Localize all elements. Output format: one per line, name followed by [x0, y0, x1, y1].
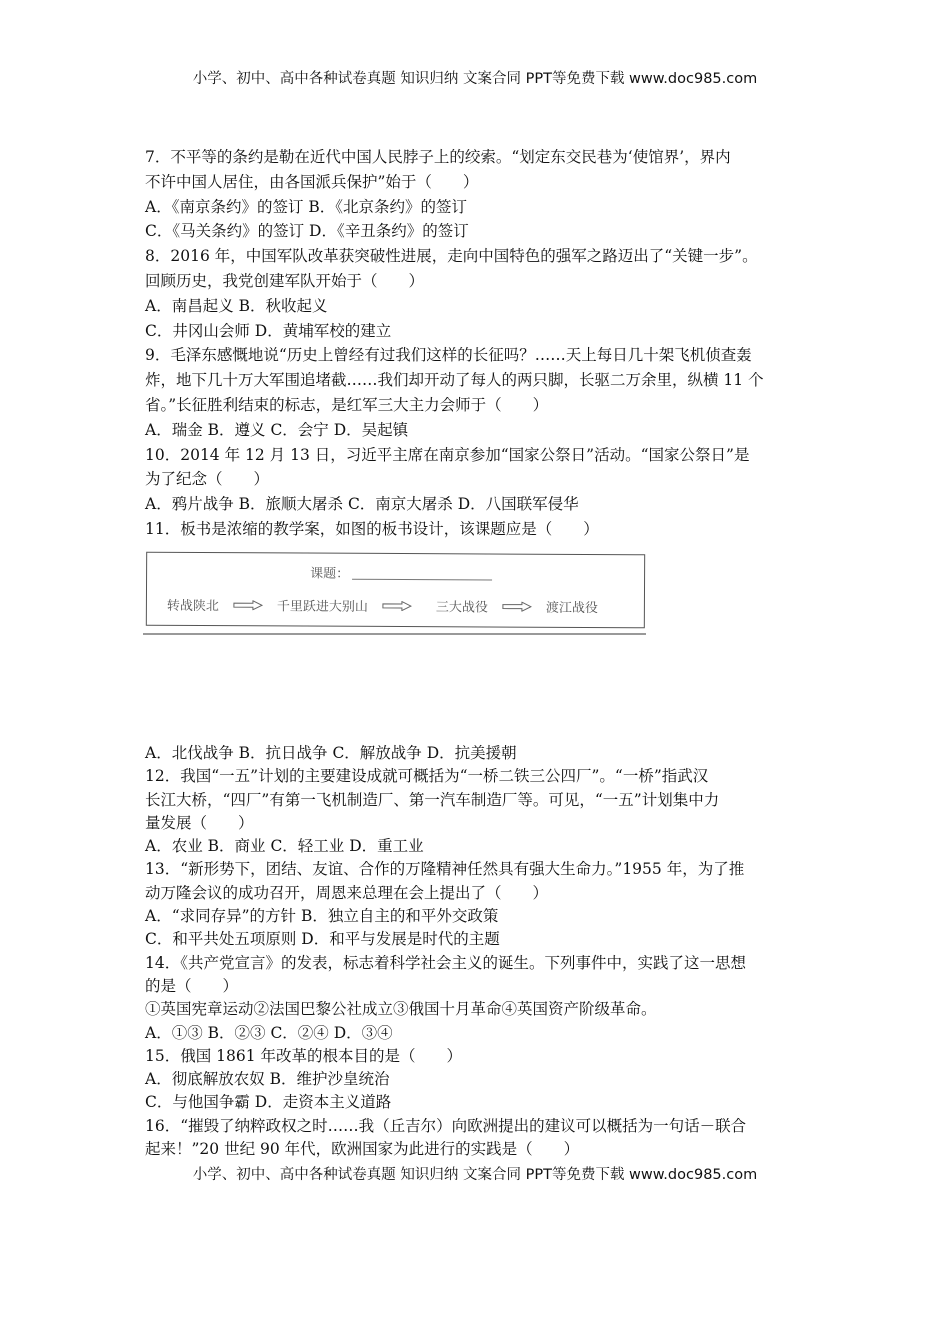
- text-line: C．《马关条约》的签订 D．《辛丑条约》的签订: [145, 222, 469, 241]
- text-line: 8．2016 年，中国军队改革获突破性进展，走向中国特色的强军之路迈出了“关键一步”。: [145, 247, 758, 266]
- text-line: A．彻底解放农奴 B．维护沙皇统治: [145, 1070, 390, 1089]
- flow-step: 转战陕北: [166, 598, 219, 615]
- text-line: 16．“摧毁了纳粹政权之时……我（丘吉尔）向欧洲提出的建议可以概括为一句话－联合: [145, 1116, 747, 1135]
- questions-7-11: [145, 145, 825, 542]
- flow-step: 渡江战役: [545, 600, 599, 617]
- text-line: 为了纪念（ ）: [145, 470, 270, 489]
- text-line: A．南昌起义 B．秋收起义: [145, 296, 328, 315]
- text-line: C．和平共处五项原则 D．和平与发展是时代的主题: [145, 930, 500, 949]
- text-line: 不许中国人居住，由各国派兵保护”始于（ ）: [145, 172, 479, 191]
- text-line: A．《南京条约》的签订 B．《北京条约》的签订: [145, 197, 468, 216]
- text-line: 9．毛泽东感慨地说“历史上曾经有过我们这样的长征吗？……天上每日几十架飞机侦查轰: [145, 346, 752, 365]
- text-line: 15．俄国 1861 年改革的根本目的是（ ）: [145, 1046, 463, 1065]
- text-line: 12．我国“一五”计划的主要建设成就可概括为“一桥二铁三公四厂”。“一桥”指武汉: [145, 767, 709, 786]
- text-line: C．井冈山会师 D．黄埔军校的建立: [145, 321, 392, 340]
- text-line: 起来！”20 世纪 90 年代，欧洲国家为此进行的实践是（ ）: [145, 1140, 580, 1159]
- text-line: A．北伐战争 B．抗日战争 C．解放战争 D．抗美援朝: [145, 744, 517, 762]
- text-line: A．①③ B．②③ C．②④ D．③④: [145, 1023, 393, 1042]
- text-line: 14．《共产党宣言》的发表，标志着科学社会主义的诞生。下列事件中，实践了这一思想: [145, 953, 746, 972]
- flow-step: 千里跃进大别山: [276, 599, 368, 615]
- text-line: ①英国宪章运动②法国巴黎公社成立③俄国十月革命④英国资产阶级革命。: [145, 1000, 657, 1019]
- text-line: A．“求同存异”的方针 B．独立自主的和平外交政策: [145, 907, 499, 926]
- arrow-right-icon: [502, 601, 532, 611]
- text-line: 回顾历史，我党创建军队开始于（ ）: [145, 271, 425, 290]
- text-line: A．瑞金 B．遵义 C．会宁 D．吴起镇: [145, 420, 409, 439]
- text-line: 省。”长征胜利结束的标志，是红军三大主力会师于（ ）: [145, 395, 549, 414]
- text-line: 动万隆会议的成功召开，周恩来总理在会上提出了（ ）: [145, 883, 549, 902]
- blackboard-diagram: [146, 552, 645, 629]
- page-header: 小学、初中、高中各种试卷真题 知识归纳 文案合同 PPT等免费下载 www.doc985.com: [192, 71, 758, 87]
- text-line: 炸，地下几十万大军围追堵截……我们却开动了每人的两只脚，长驱二万余里，纵横 11 个: [145, 371, 764, 390]
- topic-label: 课题：: [310, 566, 350, 582]
- text-line: A．鸦片战争 B．旅顺大屠杀 C．南京大屠杀 D．八国联军侵华: [145, 495, 579, 514]
- arrow-right-icon: [382, 600, 412, 610]
- text-line: 量发展（ ）: [145, 813, 254, 832]
- text-line: A．农业 B．商业 C．轻工业 D．重工业: [145, 837, 424, 856]
- text-line: 13．“新形势下，团结、友谊、合作的万隆精神任然具有强大生命力。”1955 年，为了推: [145, 860, 745, 879]
- divider: [143, 633, 646, 635]
- text-line: 11．板书是浓缩的教学案，如图的板书设计，该课题应是（ ）: [145, 519, 599, 538]
- text-line: C．与他国争霸 D．走资本主义道路: [145, 1093, 392, 1112]
- page-footer: 小学、初中、高中各种试卷真题 知识归纳 文案合同 PPT等免费下载 www.doc985.com: [192, 1167, 758, 1183]
- text-line: 的是（ ）: [145, 976, 239, 995]
- flow-step: 三大战役: [435, 600, 488, 616]
- topic-blank: [352, 579, 492, 581]
- text-line: 长江大桥，“四厂”有第一飞机制造厂、第一汽车制造厂等。可见，“一五”计划集中力: [145, 790, 720, 809]
- text-line: 10．2014 年 12 月 13 日，习近平主席在南京参加“国家公祭日”活动。“国家公祭日”是: [145, 445, 750, 464]
- arrow-right-icon: [233, 600, 263, 610]
- text-line: 7．不平等的条约是勒在近代中国人民脖子上的绞索。“划定东交民巷为‘使馆界’，界内: [145, 148, 731, 166]
- flow-steps: [167, 595, 598, 616]
- questions-11-16: [145, 742, 825, 1161]
